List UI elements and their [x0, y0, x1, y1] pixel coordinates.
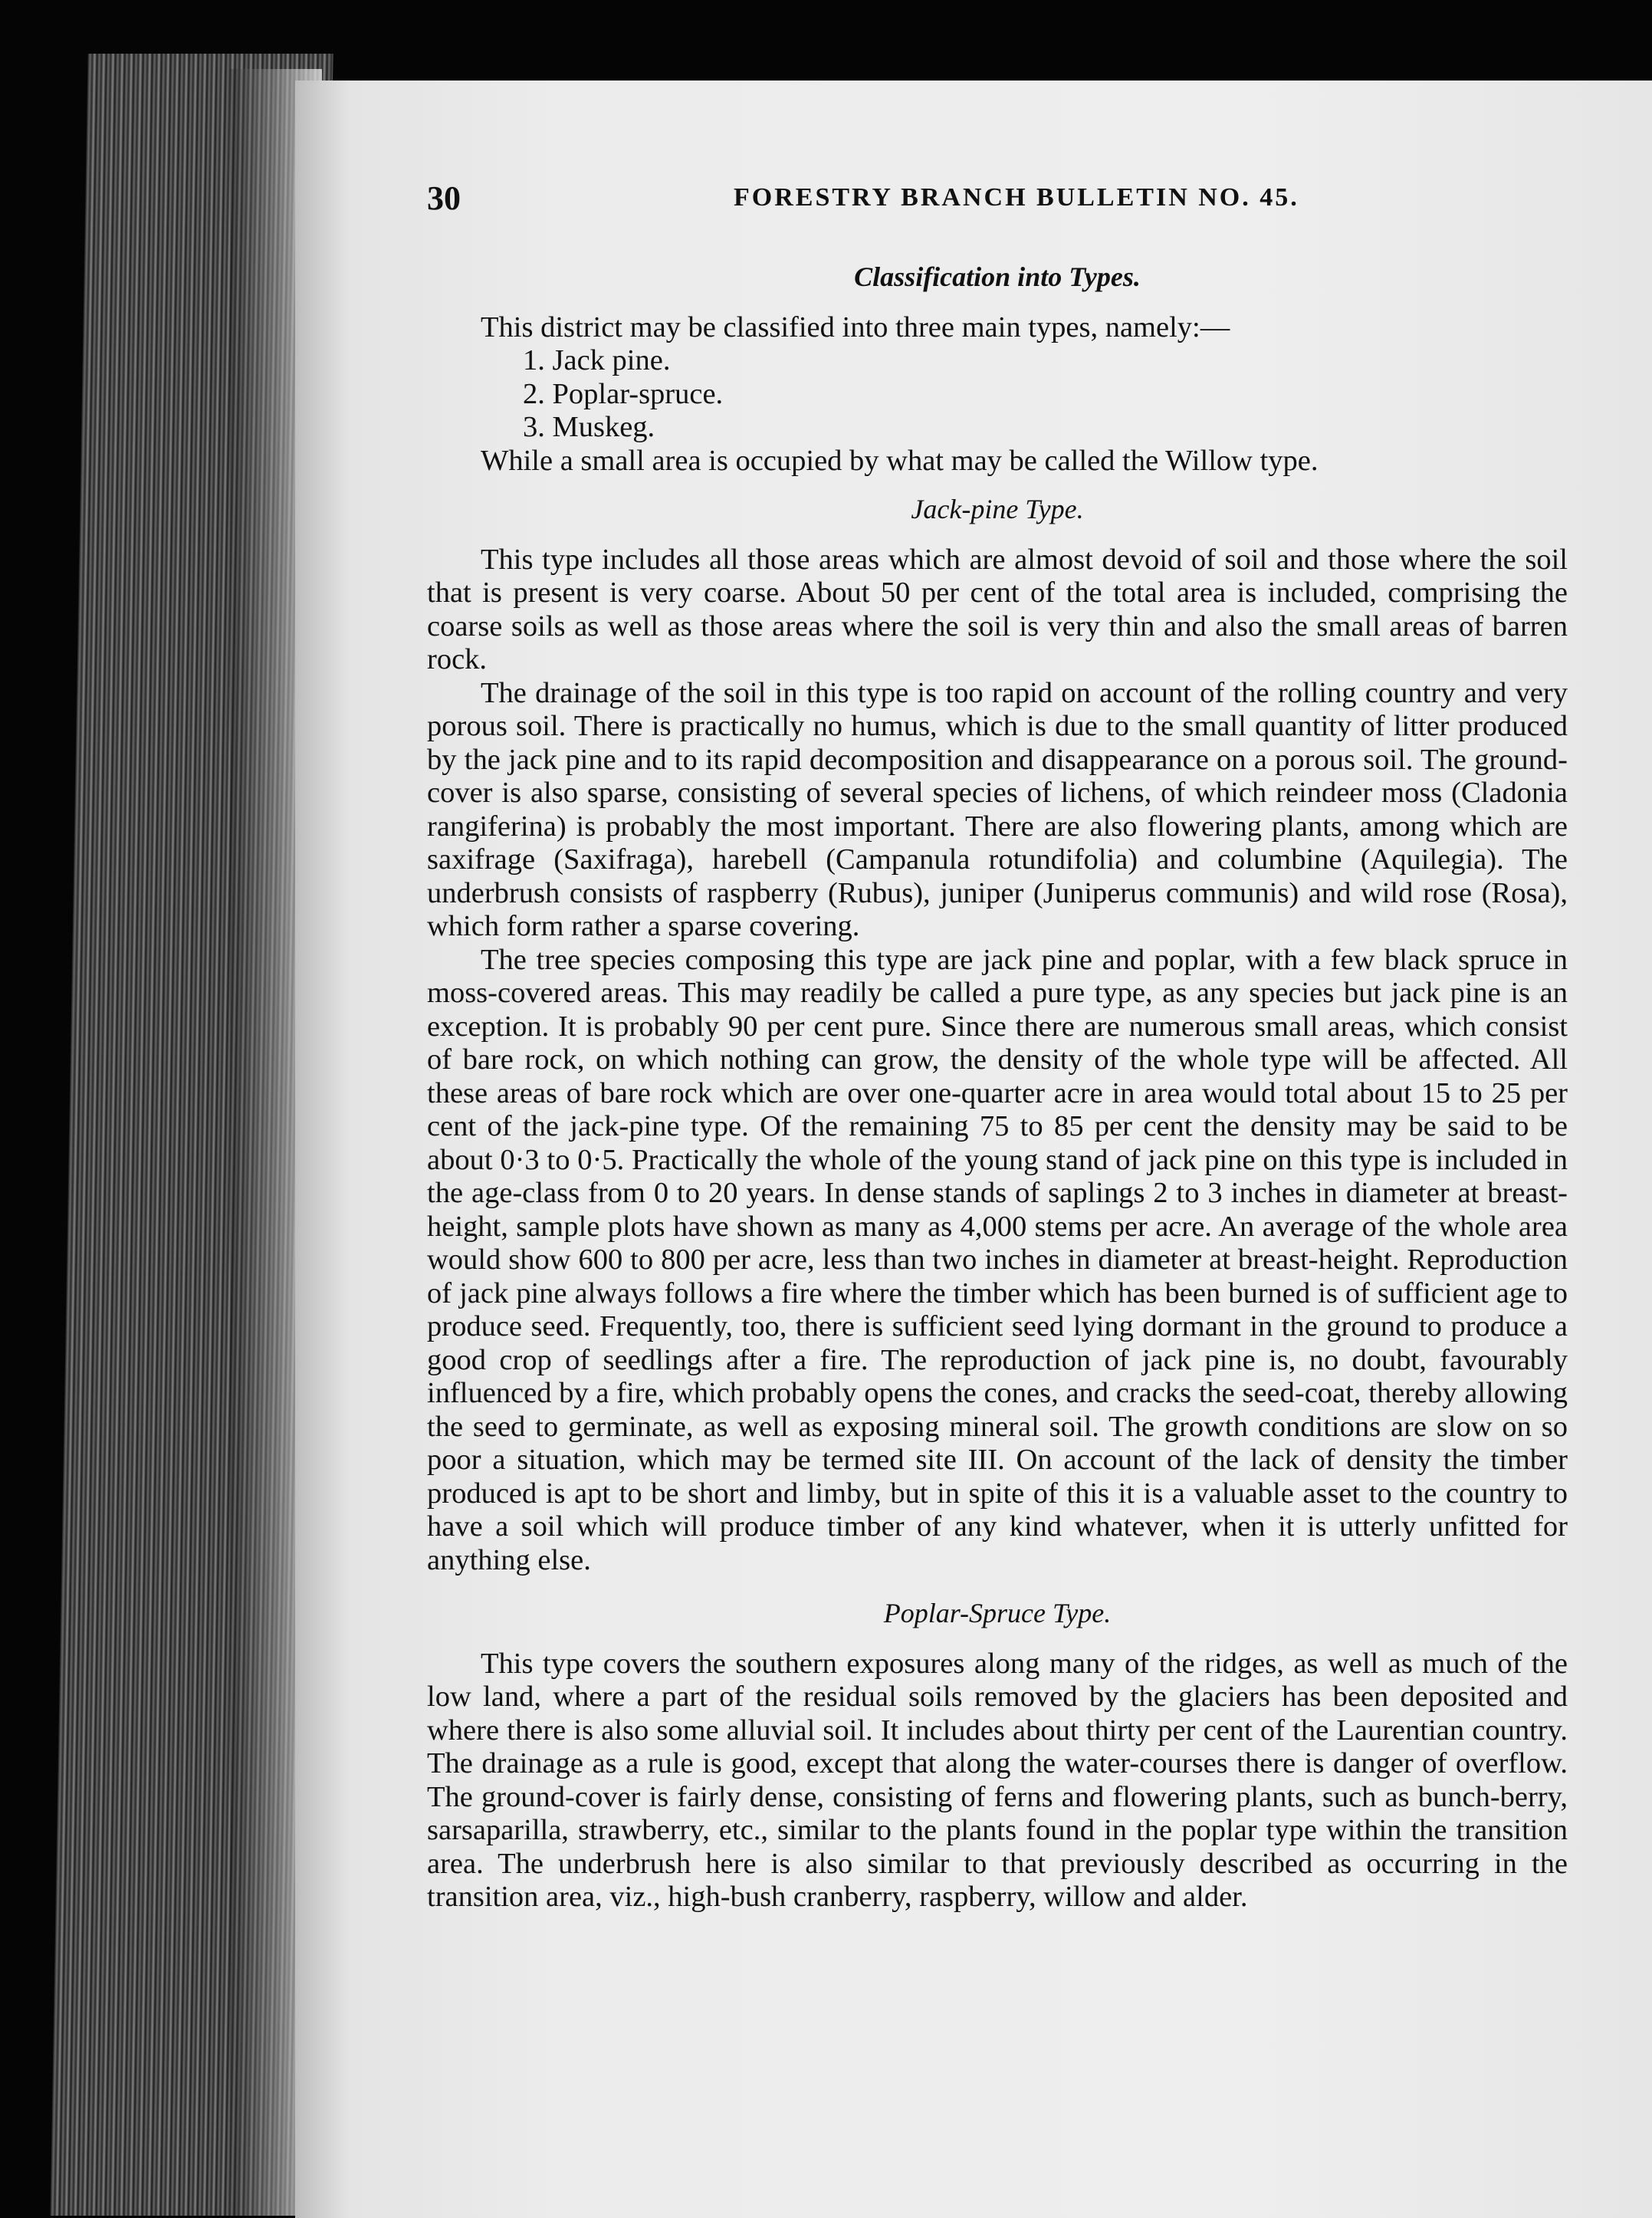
page-body: [427, 261, 1568, 1914]
jack-pine-paragraph-1: This type includes all those areas which are almost devoid of soil and those where the soil that is present is very coarse. About 50 per cent of the total area is included, comprising the coarse soils as well as those areas where the soil is very thin and also the small areas of barren rock.: [427, 543, 1568, 675]
classification-note: While a small area is occupied by what may be called the Willow type.: [481, 444, 1319, 477]
type-item: 3. Muskeg.: [523, 411, 655, 443]
jack-pine-paragraph-2: The drainage of the soil in this type is too rapid on account of the rolling country and very porous soil. There is practically no humus, which is due to the small quantity of litter produced by the jack pine and to its rapid decomposition and disappearance on a porous soil. The ground-cover is also sparse, consisting of several species of lichens, of which reindeer moss (Cladonia rangiferina) is probably the most important. There are also flowering plants, among which are saxifrage (Saxifraga), harebell (Campanula rotundifolia) and columbine (Aquilegia). The underbrush consists of raspberry (Rubus), juniper (Juniperus communis) and wild rose (Rosa), which form rather a sparse covering.: [427, 676, 1568, 942]
poplar-spruce-paragraph-1: This type covers the southern exposures along many of the ridges, as well as much of the low land, where a part of the residual soils removed by the glaciers has been deposited and where there is also some alluvial soil. It includes about thirty per cent of the Laurentian country. The drainage as a rule is good, except that along the water-courses there is danger of overflow. The ground-cover is fairly dense, consisting of ferns and flowering plants, such as bunch-berry, sarsaparilla, strawberry, etc., similar to the plants found in the poplar type within the transition area. The underbrush here is also similar to that previously described as occurring in the transition area, viz., high-bush cranberry, raspberry, willow and alder.: [427, 1647, 1568, 1913]
type-item: 1. Jack pine.: [523, 344, 671, 376]
types-list: [427, 344, 1568, 445]
classification-heading: Classification into Types.: [854, 261, 1141, 292]
classification-intro: This district may be classified into three main types, namely:—: [481, 311, 1230, 343]
running-head: FORESTRY BRANCH BULLETIN NO. 45.: [734, 183, 1299, 212]
jack-pine-paragraph-3: The tree species composing this type are jack pine and poplar, with a few black spruce in moss-covered areas. This may readily be called a pure type, as any species but jack pine is an exception. It is probably 90 per cent pure. Since there are numerous small areas, which consist of bare rock, on which nothing can grow, the density of the whole type will be affected. All these areas of bare rock which are over one-quarter acre in area would total about 15 to 25 per cent of the jack-pine type. Of the remaining 75 to 85 per cent the density may be said to be about 0·3 to 0·5. Practically the whole of the young stand of jack pine on this type is included in the age-class from 0 to 20 years. In dense stands of saplings 2 to 3 inches in diameter at breast-height, sample plots have shown as many as 4,000 stems per acre. An average of the whole area would show 600 to 800 per acre, less than two inches in diameter at breast-height. Reproduction of jack pine always follows a fire where the timber which has been burned is of sufficient age to produce seed. Frequently, too, there is sufficient seed lying dormant in the ground to produce a good crop of seedlings after a fire. The reproduction of jack pine is, no doubt, favourably influenced by a fire, which probably opens the cones, and cracks the seed-coat, thereby allowing the seed to germinate, as well as exposing mineral soil. The growth conditions are slow on so poor a situation, which may be termed site III. On account of the lack of density the timber produced is apt to be short and limby, but in spite of this it is a valuable asset to the country to have a soil which will produce timber of any kind whatever, when it is utterly unfitted for anything else.: [427, 943, 1568, 1576]
poplar-spruce-heading: Poplar-Spruce Type.: [883, 1598, 1112, 1628]
book-page: [295, 81, 1652, 2218]
page-header: [427, 179, 1545, 225]
type-item: 2. Poplar-spruce.: [523, 377, 724, 410]
jack-pine-heading: Jack-pine Type.: [911, 494, 1084, 524]
page-number: 30: [427, 179, 461, 217]
